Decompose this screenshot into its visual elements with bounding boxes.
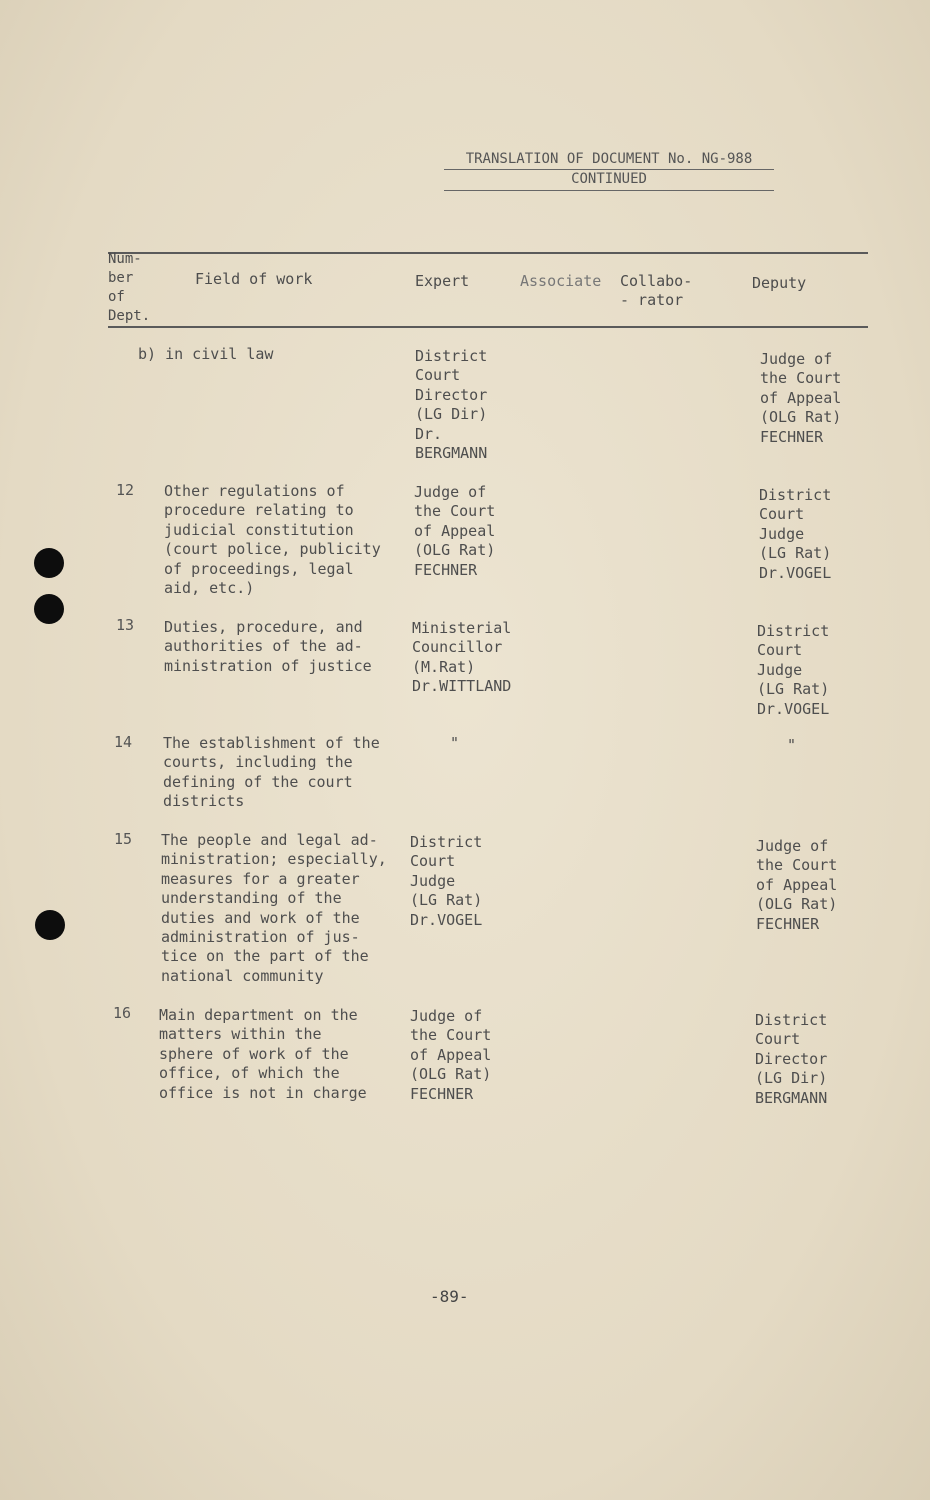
table-row-4-field: The people and legal ad- ministration; especially, measures for a greater understanding of the duties and work of the administration of jus- tice on the part of the national community [161, 831, 387, 985]
table-row-1-deputy: District Court Judge (LG Rat) Dr.VOGEL [759, 486, 832, 582]
table-row-5-number: 16 [113, 1004, 132, 1022]
table-row-4-number: 15 [114, 830, 133, 848]
punch-hole-icon [34, 594, 64, 624]
table-header-rule [108, 326, 868, 328]
table-row-2-number: 13 [116, 616, 135, 634]
table-row-5-field: Main department on the matters within the sphere of work of the office, of which the office is not in charge [159, 1006, 367, 1102]
column-header-deputy: Deputy [752, 274, 807, 292]
table-row-5-deputy: District Court Director (LG Dir) BERGMANN [755, 1011, 828, 1107]
table-row-2-deputy: District Court Judge (LG Rat) Dr.VOGEL [757, 622, 830, 718]
table-row-1-number: 12 [116, 481, 135, 499]
table-row-2-expert: Ministerial Councillor (M.Rat) Dr.WITTLAND [412, 619, 512, 696]
table-top-rule [108, 252, 868, 254]
table-row-5-expert: Judge of the Court of Appeal (OLG Rat) FECHNER [410, 1007, 492, 1103]
table-row-3-deputy: " [787, 736, 797, 754]
table-row-4-deputy: Judge of the Court of Appeal (OLG Rat) FECHNER [756, 837, 838, 933]
document-header [444, 150, 774, 191]
column-header-number: Num- ber of Dept. [108, 251, 151, 324]
punch-hole-icon [35, 910, 65, 940]
column-header-expert: Expert [415, 272, 470, 290]
table-row-2-field: Duties, procedure, and authorities of the ad- ministration of justice [164, 618, 372, 675]
column-header-associate: Associate [520, 272, 602, 290]
table-row-0-expert: District Court Director (LG Dir) Dr. BERGMANN [415, 347, 488, 463]
column-header-field: Field of work [195, 270, 313, 288]
table-row-0-deputy: Judge of the Court of Appeal (OLG Rat) FECHNER [760, 350, 842, 446]
punch-hole-icon [34, 548, 64, 578]
table-row-1-field: Other regulations of procedure relating to judicial constitution (court police, publicity of proceedings, legal aid, etc.) [164, 482, 381, 598]
page-number: -89- [430, 1287, 469, 1306]
document-title: TRANSLATION OF DOCUMENT No. NG-988 [444, 150, 774, 170]
table-row-3-number: 14 [114, 733, 133, 751]
table-row-0-field: b) in civil law [138, 345, 274, 363]
table-row-1-expert: Judge of the Court of Appeal (OLG Rat) FECHNER [414, 483, 496, 579]
table-row-3-field: The establishment of the courts, including the defining of the court districts [163, 734, 380, 811]
document-subtitle: CONTINUED [444, 170, 774, 191]
table-row-3-expert: " [450, 734, 460, 752]
table-row-4-expert: District Court Judge (LG Rat) Dr.VOGEL [410, 833, 483, 929]
column-header-collaborator: Collabo- - rator [620, 272, 693, 309]
